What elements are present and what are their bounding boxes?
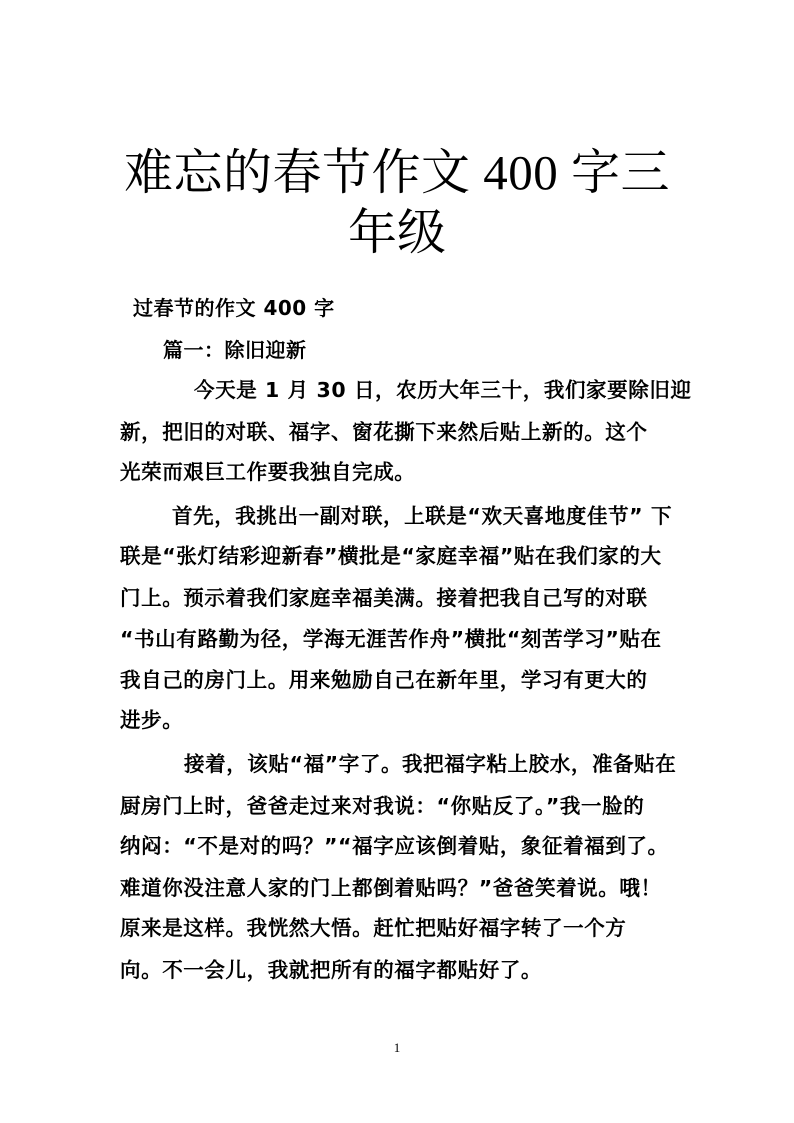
document-title-line-1: 难忘的春节作文 400 字三 [123, 145, 670, 200]
paragraph-2-line-5: 我自己的房门上。用来勉励自己在新年里，学习有更大的 [120, 668, 648, 692]
document-title-line-2: 年级 [347, 205, 446, 260]
paragraph-3-line-5: 原来是这样。我恍然大悟。赶忙把贴好福字转了一个方 [120, 916, 627, 940]
paragraph-3-line-6: 向。不一会儿，我就把所有的福字都贴好了。 [120, 958, 542, 982]
paragraph-3-line-2: 厨房门上时，爸爸走过来对我说：“你贴反了。”我一脸的 [120, 794, 645, 818]
paragraph-2-line-4: “书山有路勤为径，学海无涯苦作舟”横批“刻苦学习”贴在 [120, 627, 662, 651]
paragraph-2-line-6: 进步。 [120, 708, 184, 732]
section-heading: 篇一：除旧迎新 [163, 338, 307, 362]
paragraph-3-line-4: 难道你没注意人家的门上都倒着贴吗？”爸爸笑着说。哦！ [120, 876, 662, 900]
paragraph-1-line-2: 新，把旧的对联、福字、窗花撕下来然后贴上新的。这个 [120, 420, 648, 444]
paragraph-2-line-2: 联是“张灯结彩迎新春”横批是“家庭幸福”贴在我们家的大 [120, 544, 662, 568]
paragraph-1-line-1: 今天是 1 月 30 日，农历大年三十，我们家要除旧迎 [194, 378, 692, 402]
paragraph-1-line-3: 光荣而艰巨工作要我独自完成。 [120, 460, 416, 484]
paragraph-3-line-1: 接着，该贴“福”字了。我把福字粘上胶水，准备贴在 [184, 752, 677, 776]
paragraph-2-line-3: 门上。预示着我们家庭幸福美满。接着把我自己写的对联 [120, 586, 648, 610]
page-number: 1 [393, 1040, 401, 1055]
document-subtitle: 过春节的作文 400 字 [133, 296, 335, 320]
paragraph-3-line-3: 纳闷：“不是对的吗？”“福字应该倒着贴，象征着福到了。 [120, 834, 669, 858]
paragraph-2-line-1: 首先，我挑出一副对联，上联是“欢天喜地度佳节” 下 [172, 504, 673, 528]
